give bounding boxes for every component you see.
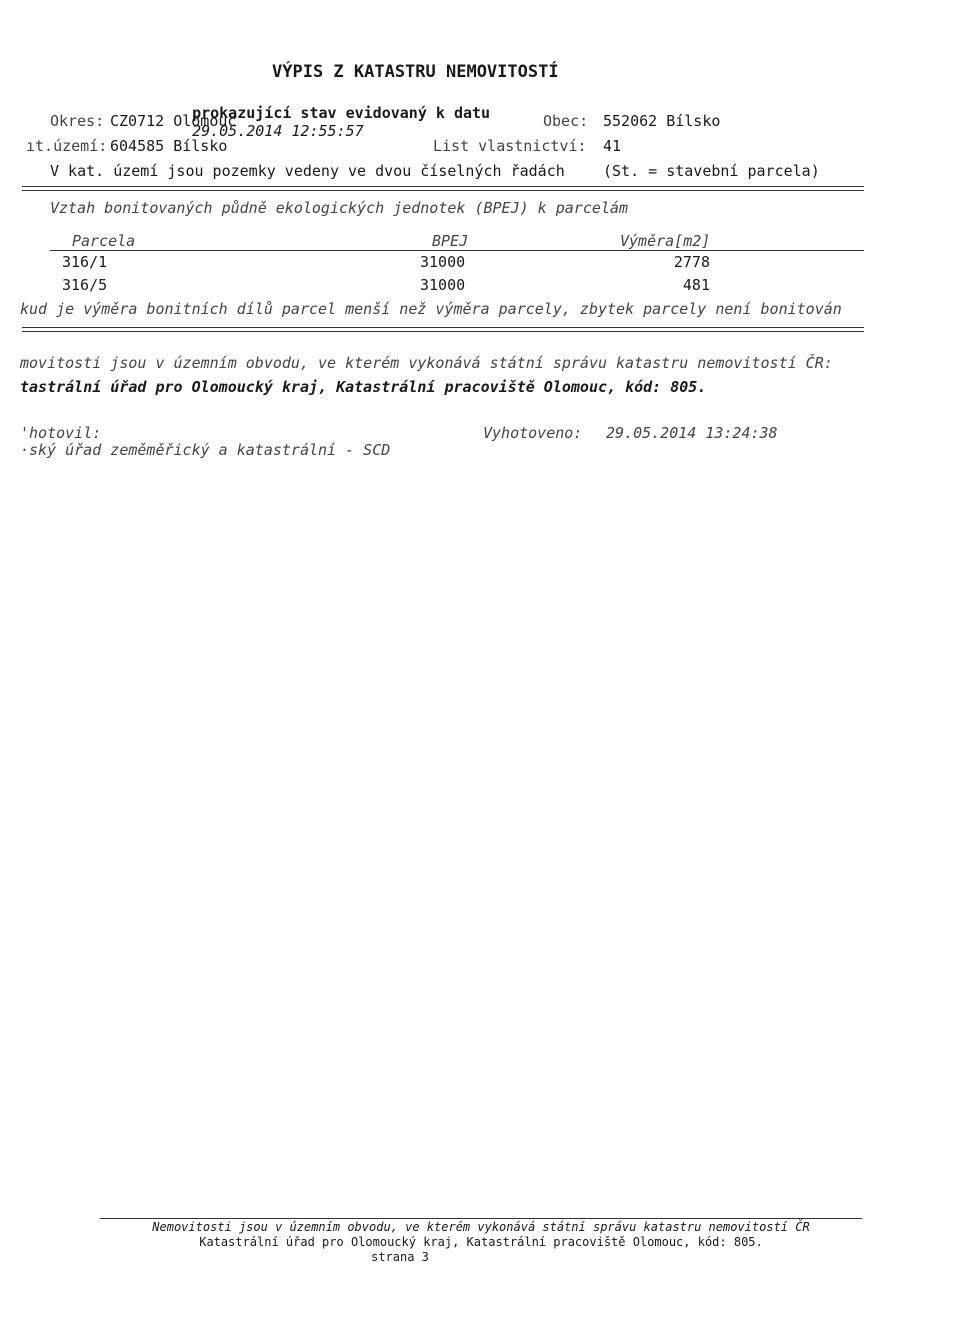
stavebni-parcela-note: (St. = stavební parcela) [603, 162, 820, 180]
footer-rule [100, 1218, 862, 1219]
issued-by-label: 'hotovil: [20, 424, 102, 442]
bpej-heading: Vztah bonitovaných půdně ekologických jednotek (BPEJ) k parcelám [50, 199, 628, 217]
column-header-bpej: BPEJ [432, 232, 469, 250]
kat-uzemi-label: ıt.území: [26, 137, 108, 155]
column-header-parcela: Parcela [72, 232, 136, 250]
bpej-footnote: kud je výměra bonitních dílů parcel menší než výměra parcely, zbytek parcely není bonitován [20, 300, 842, 318]
office-line-1: movitosti jsou v územním obvodu, ve kterém vykonává státní správu katastru nemovitostí ČR: [20, 354, 833, 372]
column-header-vymera: Výměra[m2] [620, 232, 711, 250]
issued-at-label: Vyhotoveno: [483, 424, 583, 442]
obec-label: Obec: [543, 112, 589, 130]
cell-vymera: 481 [682, 276, 710, 294]
cell-parcela: 316/1 [62, 253, 108, 271]
page-number: strana 3 [371, 1250, 429, 1264]
list-vlastnictvi-value: 41 [603, 137, 622, 155]
kat-uzemi-value: 604585 Bílsko [110, 137, 228, 155]
section-divider-top [22, 186, 864, 191]
cell-bpej: 31000 [420, 253, 466, 271]
cell-parcela: 316/5 [62, 276, 108, 294]
office-line-2: tastrální úřad pro Olomoucký kraj, Katastrální pracoviště Olomouc, kód: 805. [20, 378, 707, 396]
issued-by-value: ·ský úřad zeměměřický a katastrální - SCD [20, 441, 391, 459]
okres-label: Okres: [50, 112, 105, 130]
subtitle-prefix: prokazující stav evidovaný k datu [192, 104, 491, 122]
footer-line-1: Nemovitosti jsou v územním obvodu, ve kterém vykonává státní správu katastru nemovitostí ČR [152, 1220, 810, 1234]
subtitle-datetime: 29.05.2014 12:55:57 [192, 122, 364, 140]
section-divider-bottom [22, 327, 864, 332]
okres-value: CZ0712 Olomouc [110, 112, 237, 130]
obec-value: 552062 Bílsko [603, 112, 721, 130]
footer-line-2: Katastrální úřad pro Olomoucký kraj, Katastrální pracoviště Olomouc, kód: 805. [199, 1235, 763, 1249]
series-note: V kat. území jsou pozemky vedeny ve dvou číselných řadách [50, 162, 565, 180]
list-vlastnictvi-label: List vlastnictví: [433, 137, 587, 155]
cell-vymera: 2778 [673, 253, 710, 271]
issued-at-value: 29.05.2014 13:24:38 [606, 424, 778, 442]
table-header-rule [50, 250, 864, 251]
cell-bpej: 31000 [420, 276, 466, 294]
document-title: VÝPIS Z KATASTRU NEMOVITOSTÍ [272, 62, 559, 82]
